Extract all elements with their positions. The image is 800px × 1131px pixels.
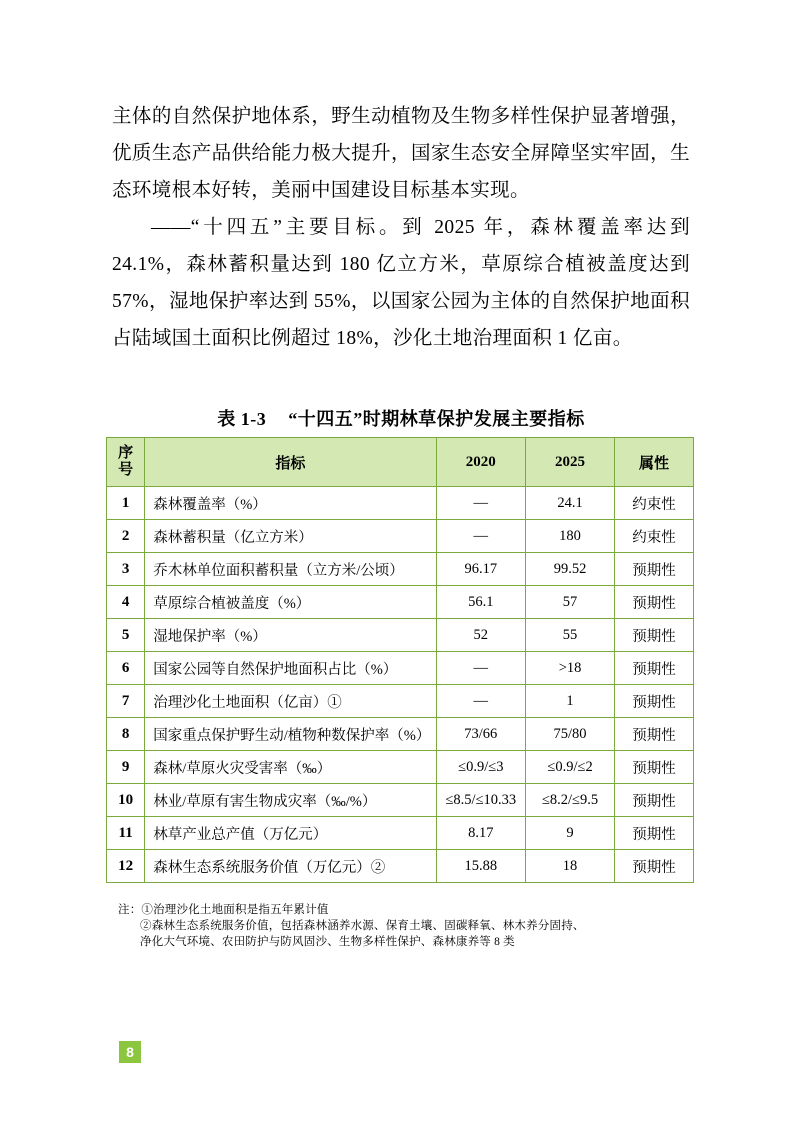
cell-2025: >18 bbox=[525, 652, 614, 685]
paragraph-2: ——“十四五”主要目标。到 2025 年，森林覆盖率达到 24.1%，森林蓄积量达到 180 亿立方米，草原综合植被盖度达到 57%，湿地保护率达到 55%，以国家公园为主体的自然保护地面积占陆域国土面积比例超过 18%，沙化土地治理面积 1 亿亩。 bbox=[112, 217, 690, 349]
table-caption-number: 表 1-3 bbox=[217, 409, 267, 429]
cell-attribute: 约束性 bbox=[615, 487, 694, 520]
table-row bbox=[107, 619, 694, 652]
cell-indicator: 森林蓄积量（亿立方米） bbox=[145, 520, 436, 553]
column-header-2025: 2025 bbox=[525, 438, 614, 487]
cell-no: 11 bbox=[107, 817, 145, 850]
cell-2025: 75/80 bbox=[525, 718, 614, 751]
note-line-2: ②森林生态系统服务价值，包括森林涵养水源、保育土壤、固碳释氧、林木养分固持、 bbox=[140, 920, 585, 932]
cell-no: 7 bbox=[107, 685, 145, 718]
cell-indicator: 国家重点保护野生动/植物种数保护率（%） bbox=[145, 718, 436, 751]
cell-attribute: 预期性 bbox=[615, 817, 694, 850]
cell-no: 5 bbox=[107, 619, 145, 652]
cell-2025: 24.1 bbox=[525, 487, 614, 520]
cell-indicator: 湿地保护率（%） bbox=[145, 619, 436, 652]
table-row bbox=[107, 553, 694, 586]
cell-attribute: 预期性 bbox=[615, 586, 694, 619]
cell-2020: 73/66 bbox=[436, 718, 525, 751]
cell-2025: 180 bbox=[525, 520, 614, 553]
table-row bbox=[107, 850, 694, 883]
cell-2020: 96.17 bbox=[436, 553, 525, 586]
cell-2025: 9 bbox=[525, 817, 614, 850]
table-header-row bbox=[107, 438, 694, 487]
note-line-3: 净化大气环境、农田防护与防风固沙、生物多样性保护、森林康养等 8 类 bbox=[140, 936, 515, 948]
cell-2025: 57 bbox=[525, 586, 614, 619]
column-header-indicator: 指标 bbox=[145, 438, 436, 487]
cell-2025: 99.52 bbox=[525, 553, 614, 586]
cell-no: 4 bbox=[107, 586, 145, 619]
column-header-2020: 2020 bbox=[436, 438, 525, 487]
cell-2025: 55 bbox=[525, 619, 614, 652]
table-caption-text: “十四五”时期林草保护发展主要指标 bbox=[288, 409, 585, 429]
cell-attribute: 约束性 bbox=[615, 520, 694, 553]
table-row bbox=[107, 520, 694, 553]
cell-indicator: 乔木林单位面积蓄积量（立方米/公顷） bbox=[145, 553, 436, 586]
cell-attribute: 预期性 bbox=[615, 850, 694, 883]
cell-indicator: 林业/草原有害生物成灾率（‰/%） bbox=[145, 784, 436, 817]
cell-2025: ≤8.2/≤9.5 bbox=[525, 784, 614, 817]
table-row bbox=[107, 652, 694, 685]
cell-no: 3 bbox=[107, 553, 145, 586]
cell-no: 12 bbox=[107, 850, 145, 883]
cell-attribute: 预期性 bbox=[615, 784, 694, 817]
indicators-table bbox=[106, 437, 694, 883]
cell-no: 10 bbox=[107, 784, 145, 817]
cell-attribute: 预期性 bbox=[615, 553, 694, 586]
table-row bbox=[107, 685, 694, 718]
cell-2020: — bbox=[436, 685, 525, 718]
cell-attribute: 预期性 bbox=[615, 718, 694, 751]
cell-no: 1 bbox=[107, 487, 145, 520]
paragraph-1: 主体的自然保护地体系，野生动植物及生物多样性保护显著增强，优质生态产品供给能力极大提升，国家生态安全屏障坚实牢固，生态环境根本好转，美丽中国建设目标基本实现。 bbox=[112, 106, 690, 201]
cell-no: 9 bbox=[107, 751, 145, 784]
cell-2025: 18 bbox=[525, 850, 614, 883]
cell-2020: ≤8.5/≤10.33 bbox=[436, 784, 525, 817]
cell-indicator: 森林生态系统服务价值（万亿元）② bbox=[145, 850, 436, 883]
column-header-attribute: 属性 bbox=[615, 438, 694, 487]
table-notes bbox=[118, 902, 688, 950]
table-row bbox=[107, 487, 694, 520]
table-row bbox=[107, 586, 694, 619]
cell-2020: — bbox=[436, 487, 525, 520]
cell-attribute: 预期性 bbox=[615, 751, 694, 784]
table-row bbox=[107, 751, 694, 784]
cell-2020: 15.88 bbox=[436, 850, 525, 883]
cell-2020: 8.17 bbox=[436, 817, 525, 850]
cell-2020: 52 bbox=[436, 619, 525, 652]
page-number: 8 bbox=[119, 1041, 141, 1063]
cell-no: 6 bbox=[107, 652, 145, 685]
cell-indicator: 草原综合植被盖度（%） bbox=[145, 586, 436, 619]
cell-no: 8 bbox=[107, 718, 145, 751]
cell-2020: 56.1 bbox=[436, 586, 525, 619]
table-row bbox=[107, 718, 694, 751]
cell-indicator: 森林覆盖率（%） bbox=[145, 487, 436, 520]
note-line-1: 注：①治理沙化土地面积是指五年累计值 bbox=[118, 904, 329, 916]
cell-no: 2 bbox=[107, 520, 145, 553]
table-row bbox=[107, 784, 694, 817]
cell-2020: — bbox=[436, 652, 525, 685]
cell-2020: — bbox=[436, 520, 525, 553]
cell-2025: ≤0.9/≤2 bbox=[525, 751, 614, 784]
column-header-seq bbox=[107, 438, 145, 487]
cell-indicator: 林草产业总产值（万亿元） bbox=[145, 817, 436, 850]
cell-indicator: 森林/草原火灾受害率（‰） bbox=[145, 751, 436, 784]
cell-2020: ≤0.9/≤3 bbox=[436, 751, 525, 784]
cell-2025: 1 bbox=[525, 685, 614, 718]
body-text-block bbox=[112, 98, 690, 357]
cell-attribute: 预期性 bbox=[615, 685, 694, 718]
table-row bbox=[107, 817, 694, 850]
table-caption bbox=[112, 405, 690, 431]
column-header-seq-line2: 号 bbox=[118, 462, 134, 478]
cell-indicator: 国家公园等自然保护地面积占比（%） bbox=[145, 652, 436, 685]
cell-attribute: 预期性 bbox=[615, 619, 694, 652]
cell-attribute: 预期性 bbox=[615, 652, 694, 685]
column-header-seq-line1: 序 bbox=[118, 445, 134, 461]
cell-indicator: 治理沙化土地面积（亿亩）① bbox=[145, 685, 436, 718]
